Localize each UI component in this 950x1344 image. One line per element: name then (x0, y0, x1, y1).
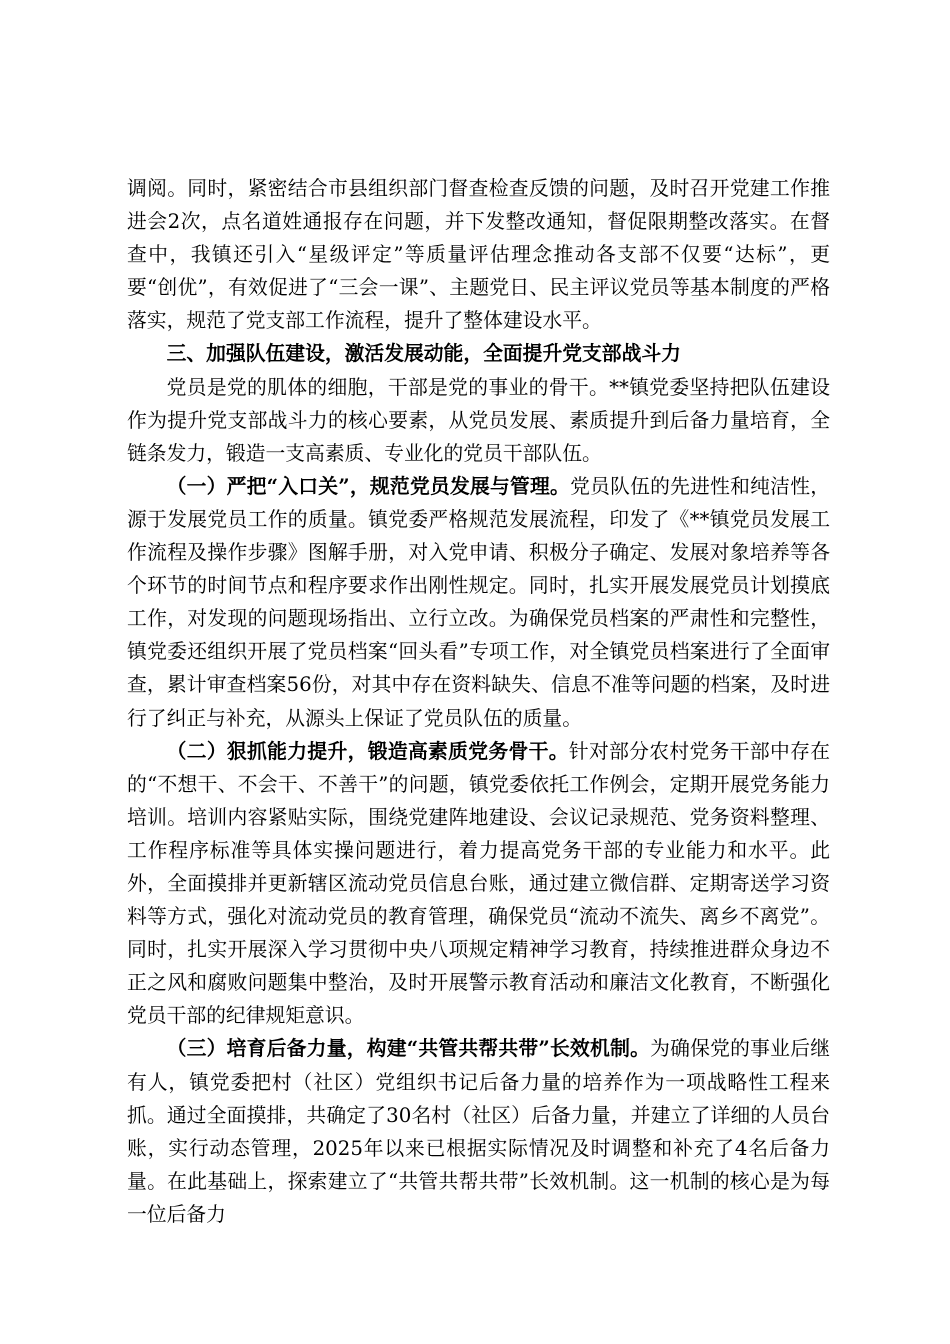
subsection-2-title: （二）狠抓能力提升，锻造高素质党务骨干。 (166, 738, 569, 763)
paragraph-continued: 调阅。同时，紧密结合市县组织部门督查检查反馈的问题，及时召开党建工作推进会2次，点名道姓通报存在问题，并下发整改通知，督促限期整改落实。在督查中，我镇还引入“星级评定”等质量评估理念推动各支部不仅要“达标”，更要“创优”，有效促进了“三会一课”、主题党日、民主评议党员等基本制度的严格落实，规范了党支部工作流程，提升了整体建设水平。 (127, 177, 830, 333)
subsection-2-text: 针对部分农村党务干部中存在的“不想干、不会干、不善干”的问题，镇党委依托工作例会，定期开展党务能力培训。培训内容紧贴实际，围绕党建阵地建设、会议记录规范、党务资料整理、工作程序标准等具体实操问题进行，着力提高党务干部的专业能力和水平。此外，全面摸排并更新辖区流动党员信息台账，通过建立微信群、定期寄送学习资料等方式，强化对流动党员的教育管理，确保党员“流动不流失、离乡不离党”。同时，扎实开展深入学习贯彻中央八项规定精神学习教育，持续推进群众身边不正之风和腐败问题集中整治，及时开展警示教育活动和廉洁文化教育，不断强化党员干部的纪律规矩意识。 (127, 739, 830, 1028)
subsection-1-text: 党员队伍的先进性和纯洁性，源于发展党员工作的质量。镇党委严格规范发展流程，印发了《**镇党员发展工作流程及操作步骤》图解手册，对入党申请、积极分子确定、发展对象培养等各个环节的时间节点和程序要求作出刚性规定。同时，扎实开展发展党员计划摸底工作，对发现的问题现场指出、立行立改。为确保党员档案的严肃性和完整性，镇党委还组织开展了党员档案“回头看”专项工作，对全镇党员档案进行了全面审查，累计审查档案56份，对其中存在资料缺失、信息不准等问题的档案，及时进行了纠正与补充，从源头上保证了党员队伍的质量。 (127, 474, 830, 730)
section-intro-paragraph: 党员是党的肌体的细胞，干部是党的事业的骨干。**镇党委坚持把队伍建设作为提升党支部战斗力的核心要素，从党员发展、素质提升到后备力量培育，全链条发力，锻造一支高素质、专业化的党员干部队伍。 (127, 375, 830, 465)
subsection-1-title: （一）严把“入口关”，规范党员发展与管理。 (166, 473, 571, 498)
subsection-2-paragraph (127, 735, 830, 1033)
subsection-3-text: 为确保党的事业后继有人，镇党委把村（社区）党组织书记后备力量的培养作为一项战略性工程来抓。通过全面摸排，共确定了30名村（社区）后备力量，并建立了详细的人员台账，实行动态管理，2025年以来已根据实际情况及时调整和补充了4名后备力量。在此基础上，探索建立了“共管共帮共带”长效机制。这一机制的核心是为每一位后备力 (127, 1037, 830, 1226)
subsection-3-title: （三）培育后备力量，构建“共管共帮共带”长效机制。 (166, 1036, 651, 1061)
document-body (127, 172, 830, 1231)
subsection-1-paragraph (127, 470, 830, 735)
section-heading-3: 三、加强队伍建设，激活发展动能，全面提升党支部战斗力 (166, 341, 681, 366)
subsection-3-paragraph (127, 1032, 830, 1231)
